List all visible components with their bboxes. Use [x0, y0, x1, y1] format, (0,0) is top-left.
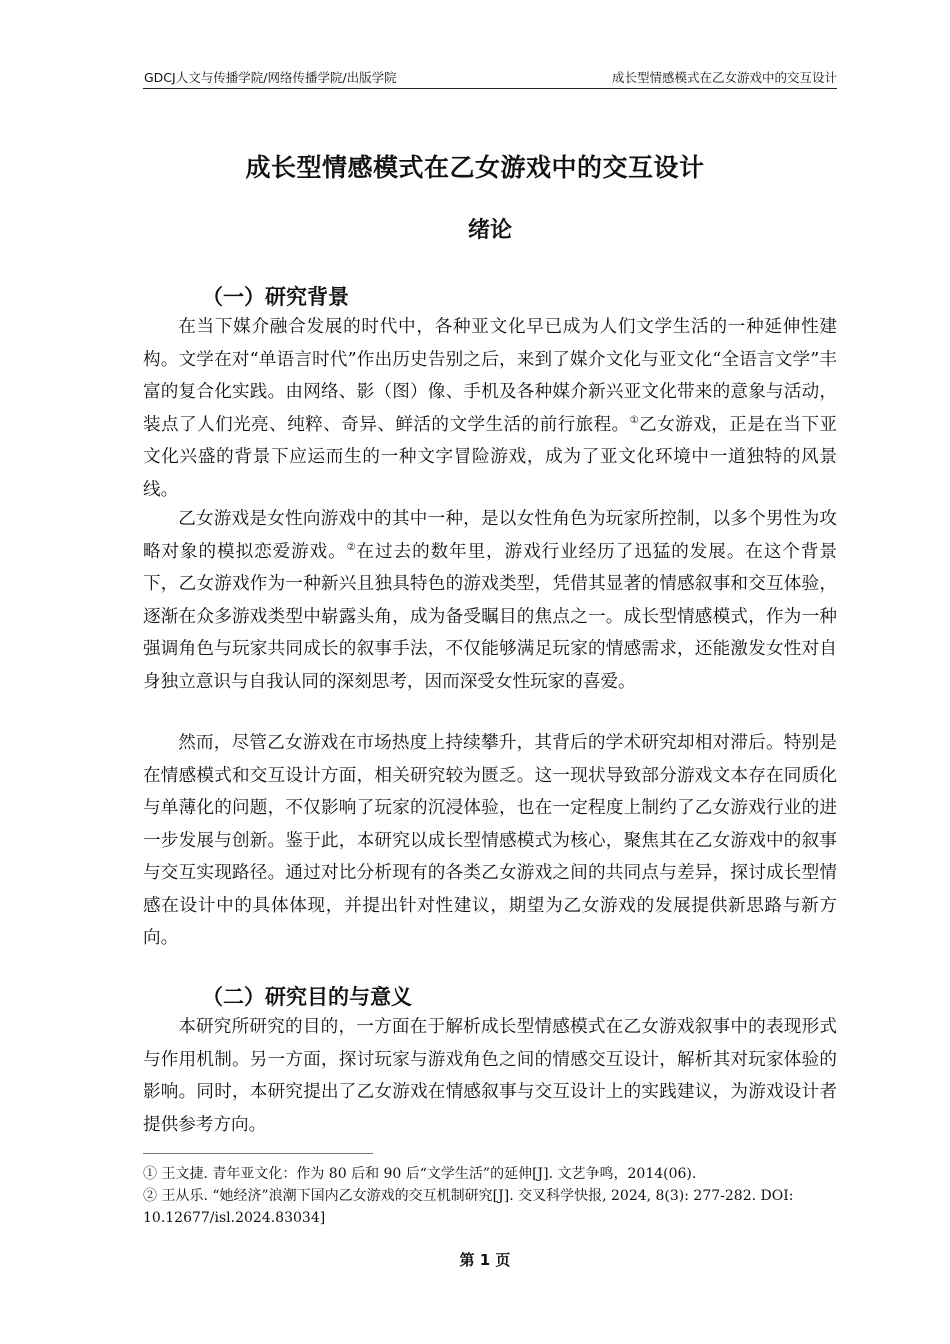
header-paper-title: 成长型情感模式在乙女游戏中的交互设计	[611, 70, 837, 85]
paragraph-background-1	[143, 311, 837, 506]
chapter-heading: 绪论	[467, 218, 512, 243]
header-institution: GDCJ人文与传播学院/网络传播学院/出版学院	[144, 70, 397, 85]
page-header	[143, 66, 837, 89]
paragraph-text: 然而，尽管乙女游戏在市场热度上持续攀升，其背后的学术研究却相对滞后。特别是在情感模式和交互设计方面，相关研究较为匮乏。这一现状导致部分游戏文本存在同质化与单薄化的问题，不仅影响了玩家的沉浸体验，也在一定程度上制约了乙女游戏行业的进一步发展与创新。鉴于此，本研究以成长型情感模式为核心，聚焦其在乙女游戏中的叙事与交互实现路径。通过对比分析现有的各类乙女游戏之间的共同点与差异，探讨成长型情感在设计中的具体体现，并提出针对性建议，期望为乙女游戏的发展提供新思路与新方向。	[143, 733, 837, 948]
paragraph-purpose-1	[143, 1011, 837, 1141]
footnote-divider	[143, 1153, 373, 1154]
section-heading-background: （一）研究背景	[202, 285, 349, 309]
paragraph-text: 在当下媒介融合发展的时代中，各种亚文化早已成为人们文学生活的一种延伸性建构。文学在对“单语言时代”作出历史告别之后，来到了媒介文化与亚文化“全语言文学”丰富的复合化实践。由网络、影（图）像、手机及各种媒介新兴亚文化带来的意象与活动，装点了人们光亮、纯粹、奇异、鲜活的文学生活的前行旅程。	[143, 317, 837, 435]
paragraph-background-3	[143, 727, 837, 955]
paragraph-text: 乙女游戏是女性向游戏中的其中一种，是以女性角色为玩家所控制，以多个男性为攻略对象的模拟恋爱游戏。	[143, 509, 837, 562]
paragraph-text: 本研究所研究的目的，一方面在于解析成长型情感模式在乙女游戏叙事中的表现形式与作用机制。另一方面，探讨玩家与游戏角色之间的情感交互设计，解析其对玩家体验的影响。同时，本研究提出了乙女游戏在情感叙事与交互设计上的实践建议，为游戏设计者提供参考方向。	[143, 1017, 837, 1135]
footnote-ref-1: ①	[629, 414, 640, 426]
paragraph-text: 乙女游戏，正是在当下亚文化兴盛的背景下应运而生的一种文字冒险游戏，成为了亚文化环境中一道独特的风景线。	[143, 414, 837, 500]
paragraph-background-2	[143, 503, 837, 698]
paragraph-text: 在过去的数年里，游戏行业经历了迅猛的发展。在这个背景下，乙女游戏作为一种新兴且独具特色的游戏类型，凭借其显著的情感叙事和交互体验，逐渐在众多游戏类型中崭露头角，成为备受瞩目的焦点之一。成长型情感模式，作为一种强调角色与玩家共同成长的叙事手法，不仅能够满足玩家的情感需求，还能激发女性对自身独立意识与自我认同的深刻思考，因而深受女性玩家的喜爱。	[143, 541, 837, 692]
footnotes	[143, 1163, 837, 1229]
page-number: 第 1 页	[459, 1251, 511, 1269]
section-heading-purpose: （二）研究目的与意义	[202, 985, 412, 1009]
footnote-1: ① 王文捷. 青年亚文化：作为 80 后和 90 后“文学生活”的延伸[J]. 文艺争鸣，2014(06).	[143, 1166, 697, 1182]
footnote-2: ② 王从乐. “她经济”浪潮下国内乙女游戏的交互机制研究[J]. 交叉科学快报, 2024, 8(3): 277-282. DOI: 10.12677/isl.2024.83034]	[143, 1188, 794, 1226]
footnote-ref-2: ②	[346, 541, 357, 553]
paper-title: 成长型情感模式在乙女游戏中的交互设计	[245, 153, 705, 182]
